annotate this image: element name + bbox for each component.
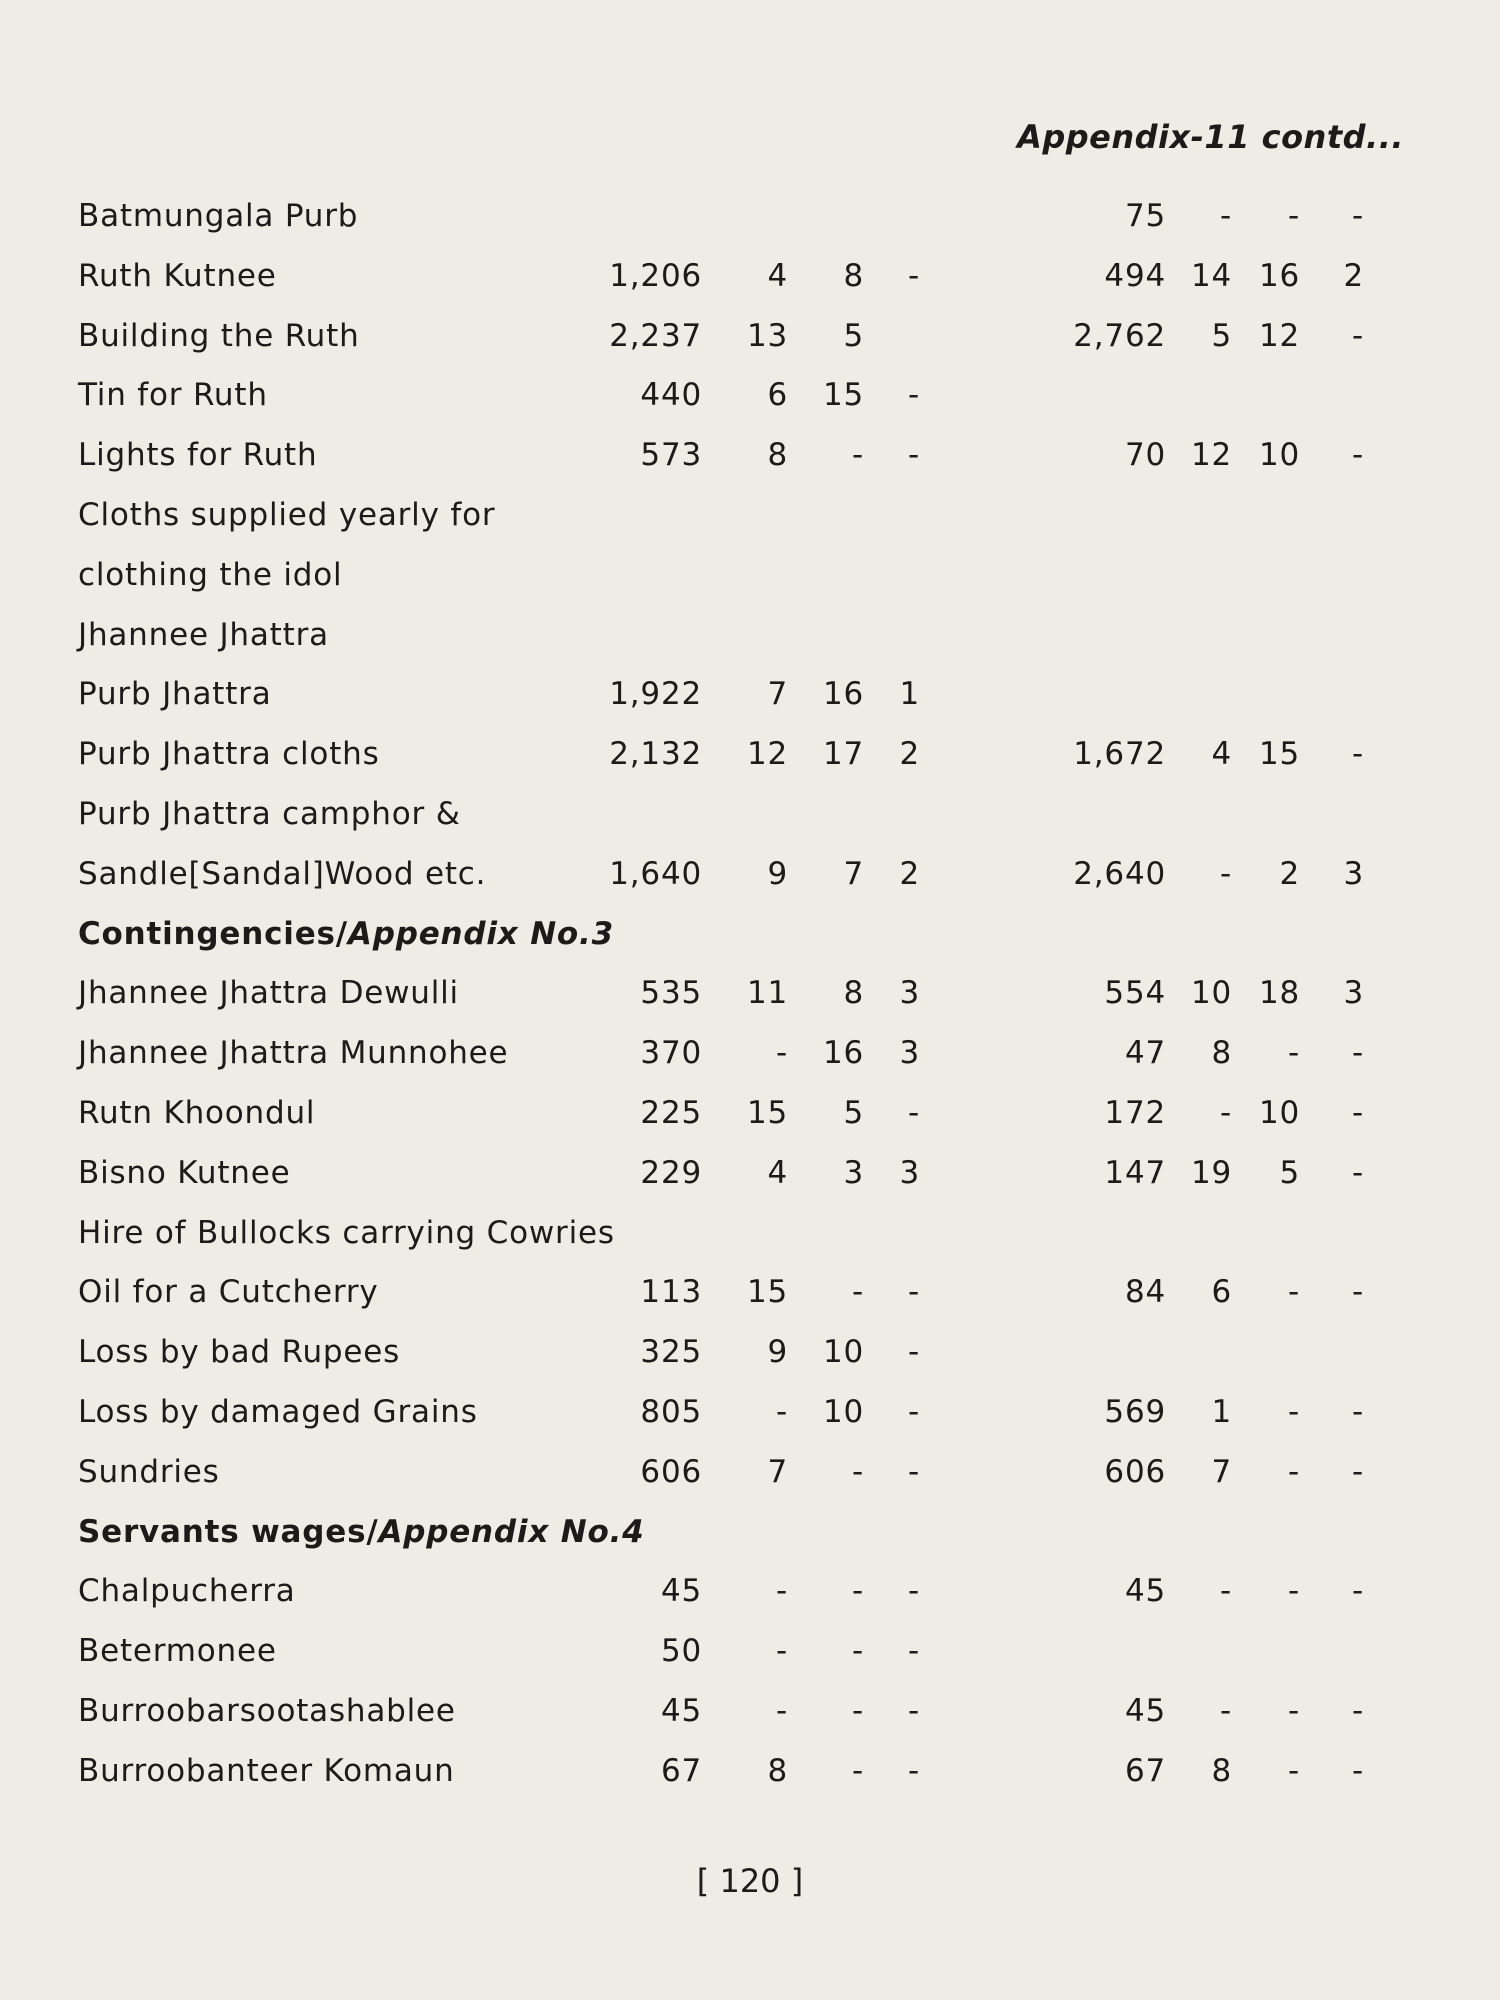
amount-cell: 3 [1343, 975, 1364, 1012]
amount-cell: 45 [660, 1693, 702, 1729]
amount-cell: 45 [1124, 1693, 1166, 1729]
row-label [78, 1095, 315, 1131]
row-label [78, 736, 380, 772]
amount-cell: - [908, 377, 920, 414]
row-label [78, 676, 272, 712]
row-label-text: Bisno Kutnee [78, 1154, 291, 1191]
row-label-text: Burroobarsootashablee [78, 1693, 456, 1729]
amount-cell: 11 [746, 975, 788, 1012]
amount-cell: 9 [767, 855, 788, 892]
row-label-text: Chalpucherra [78, 1573, 296, 1610]
ledger-row [0, 1633, 1500, 1693]
amount-cell: - [1288, 1453, 1300, 1490]
amount-cell: 554 [1104, 975, 1166, 1012]
amount-cell: - [1220, 198, 1232, 234]
ledger-row [0, 796, 1500, 856]
section-heading [78, 1514, 645, 1550]
amount-cell: - [908, 1752, 920, 1789]
amount-cell: 370 [640, 1035, 702, 1072]
ledger-row [0, 1095, 1500, 1155]
ledger-row [0, 1215, 1500, 1275]
amount-cell: 4 [1211, 736, 1232, 773]
amount-cell: 2 [1343, 257, 1364, 294]
amount-cell: - [908, 257, 920, 294]
row-label [78, 557, 342, 593]
amount-cell: 494 [1104, 257, 1166, 294]
amount-cell: 805 [640, 1394, 702, 1430]
amount-cell: 6 [1211, 1274, 1232, 1311]
row-label-text: Hire of Bullocks carrying Cowries [78, 1214, 615, 1251]
ledger-row [0, 1035, 1500, 1095]
amount-cell: 7 [767, 676, 788, 713]
amount-cell: 2,237 [609, 317, 702, 354]
ledger-row [0, 1394, 1500, 1454]
amount-cell: 2 [899, 855, 920, 892]
row-label [78, 1155, 290, 1191]
amount-cell: 9 [767, 1334, 788, 1371]
amount-cell: - [1352, 1573, 1364, 1610]
amount-cell: - [908, 1274, 920, 1311]
amount-cell: 3 [899, 1035, 920, 1072]
amount-cell: - [1352, 198, 1364, 234]
ledger-row [0, 1753, 1500, 1813]
amount-cell: 12 [1190, 437, 1232, 474]
row-label [78, 198, 358, 234]
amount-cell: 8 [1211, 1752, 1232, 1789]
amount-cell: - [1288, 1394, 1300, 1430]
amount-cell: 569 [1104, 1394, 1166, 1430]
amount-cell: 1,672 [1073, 736, 1166, 773]
amount-cell: 67 [1124, 1752, 1166, 1789]
row-label-text: Sandle[Sandal]Wood etc. [78, 855, 487, 892]
amount-cell: 10 [1258, 437, 1300, 474]
ledger-row [0, 1693, 1500, 1753]
row-label-text: Ruth Kutnee [78, 257, 277, 294]
row-label-text: Betermonee [78, 1633, 277, 1670]
row-label-text: clothing the idol [78, 556, 343, 593]
ledger-row [0, 318, 1500, 378]
section-heading-row [0, 1514, 1500, 1574]
row-label [78, 497, 495, 533]
amount-cell: 47 [1124, 1035, 1166, 1072]
appendix-reference: Appendix No.3 [347, 915, 614, 952]
amount-cell: 15 [746, 1095, 788, 1131]
ledger-row [0, 856, 1500, 916]
row-label [78, 1753, 455, 1789]
amount-cell: 8 [1211, 1035, 1232, 1072]
row-label-text: Loss by damaged Grains [78, 1394, 478, 1430]
amount-cell: - [852, 1633, 864, 1670]
page-number: [ 120 ] [696, 1862, 804, 1900]
section-heading-row [0, 916, 1500, 976]
amount-cell: - [908, 1453, 920, 1490]
ledger-row [0, 1454, 1500, 1514]
row-label [78, 1693, 456, 1729]
row-label-text: Rutn Khoondul [78, 1095, 316, 1131]
row-label [78, 1633, 277, 1669]
amount-cell: 2 [1279, 855, 1300, 892]
row-label [78, 617, 329, 653]
amount-cell: - [908, 1394, 920, 1430]
amount-cell: - [1352, 1752, 1364, 1789]
amount-cell: 3 [899, 975, 920, 1012]
row-label-text: Purb Jhattra [78, 676, 272, 713]
amount-cell: 18 [1258, 975, 1300, 1012]
row-label-text: Jhannee Jhattra Munnohee [78, 1035, 509, 1072]
amount-cell: 6 [767, 377, 788, 414]
amount-cell: - [908, 437, 920, 474]
amount-cell: - [1352, 1394, 1364, 1430]
amount-cell: 10 [822, 1394, 864, 1430]
ledger-row [0, 676, 1500, 736]
amount-cell: 7 [843, 855, 864, 892]
row-label-text: Purb Jhattra cloths [78, 736, 380, 773]
amount-cell: 2 [899, 736, 920, 773]
amount-cell: - [852, 1693, 864, 1729]
amount-cell: - [1352, 437, 1364, 474]
amount-cell: - [852, 1453, 864, 1490]
amount-cell: 4 [767, 257, 788, 294]
amount-cell: - [1220, 1573, 1232, 1610]
amount-cell: 5 [1211, 317, 1232, 354]
row-label [78, 258, 277, 294]
amount-cell: 15 [822, 377, 864, 414]
row-label-text: Burroobanteer Komaun [78, 1752, 455, 1789]
amount-cell: 7 [1211, 1453, 1232, 1490]
amount-cell: 2,762 [1073, 317, 1166, 354]
amount-cell: 7 [767, 1453, 788, 1490]
amount-cell: 1,206 [609, 257, 702, 294]
row-label [78, 377, 268, 413]
amount-cell: 14 [1190, 257, 1232, 294]
amount-cell: - [1220, 1693, 1232, 1729]
ledger-row [0, 1274, 1500, 1334]
amount-cell: - [908, 1334, 920, 1371]
amount-cell: - [1220, 1095, 1232, 1131]
row-label-text: Oil for a Cutcherry [78, 1274, 379, 1311]
amount-cell: - [1352, 1453, 1364, 1490]
amount-cell: - [1288, 1274, 1300, 1311]
amount-cell: 606 [640, 1453, 702, 1490]
appendix-reference: Appendix No.4 [378, 1513, 645, 1550]
amount-cell: 10 [1258, 1095, 1300, 1131]
row-label-text: Jhannee Jhattra Dewulli [78, 975, 459, 1012]
amount-cell: 19 [1190, 1154, 1232, 1191]
ledger-row [0, 258, 1500, 318]
amount-cell: - [776, 1035, 788, 1072]
amount-cell: - [908, 1095, 920, 1131]
row-label [78, 1035, 508, 1071]
row-label [78, 975, 459, 1011]
amount-cell: 325 [640, 1334, 702, 1371]
appendix-header: Appendix-11 contd... [1017, 118, 1404, 156]
amount-cell: - [1288, 1035, 1300, 1072]
amount-cell: - [1352, 1095, 1364, 1131]
amount-cell: - [1220, 855, 1232, 892]
amount-cell: 225 [640, 1095, 702, 1131]
row-label [78, 1394, 478, 1430]
row-label-text: Purb Jhattra camphor & [78, 796, 461, 832]
amount-cell: 16 [822, 676, 864, 713]
amount-cell: - [852, 1274, 864, 1311]
amount-cell: 3 [1343, 855, 1364, 892]
ledger-row [0, 1334, 1500, 1394]
row-label-text: Batmungala Purb [78, 198, 359, 234]
amount-cell: - [1352, 1693, 1364, 1729]
amount-cell: 3 [899, 1154, 920, 1191]
amount-cell: 10 [822, 1334, 864, 1371]
amount-cell: 8 [843, 975, 864, 1012]
amount-cell: 606 [1104, 1453, 1166, 1490]
amount-cell: 2,132 [609, 736, 702, 773]
amount-cell: 440 [640, 377, 702, 414]
amount-cell: 147 [1104, 1154, 1166, 1191]
amount-cell: 70 [1124, 437, 1166, 474]
ledger-row [0, 437, 1500, 497]
amount-cell: 172 [1104, 1095, 1166, 1131]
amount-cell: 10 [1190, 975, 1232, 1012]
amount-cell: - [908, 1633, 920, 1670]
row-label-text: Building the Ruth [78, 317, 360, 354]
ledger-row [0, 377, 1500, 437]
amount-cell: 5 [843, 1095, 864, 1131]
amount-cell: - [908, 1693, 920, 1729]
amount-cell: - [1288, 1573, 1300, 1610]
ledger-row [0, 198, 1500, 258]
amount-cell: 84 [1124, 1274, 1166, 1311]
amount-cell: 67 [660, 1752, 702, 1789]
ledger-row [0, 736, 1500, 796]
row-label [78, 318, 360, 354]
amount-cell: 8 [767, 1752, 788, 1789]
amount-cell: 15 [746, 1274, 788, 1311]
amount-cell: 535 [640, 975, 702, 1012]
amount-cell: - [776, 1693, 788, 1729]
row-label [78, 437, 317, 473]
amount-cell: 5 [1279, 1154, 1300, 1191]
row-label [78, 1573, 296, 1609]
row-label [78, 1274, 379, 1310]
amount-cell: 13 [746, 317, 788, 354]
row-label [78, 1454, 220, 1490]
amount-cell: - [1352, 317, 1364, 354]
row-label [78, 1215, 615, 1251]
amount-cell: - [852, 1573, 864, 1610]
amount-cell: 75 [1124, 198, 1166, 234]
amount-cell: 5 [843, 317, 864, 354]
amount-cell: - [1352, 1274, 1364, 1311]
section-heading [78, 916, 614, 952]
amount-cell: 2,640 [1073, 855, 1166, 892]
amount-cell: 1 [899, 676, 920, 713]
ledger-row [0, 557, 1500, 617]
amount-cell: 16 [822, 1035, 864, 1072]
amount-cell: 1 [1211, 1394, 1232, 1430]
row-label-text: Contingencies/ [78, 915, 348, 952]
amount-cell: 1,640 [609, 855, 702, 892]
row-label-text: Jhannee Jhattra [78, 616, 329, 653]
amount-cell: 12 [746, 736, 788, 773]
amount-cell: - [908, 1573, 920, 1610]
amount-cell: - [776, 1394, 788, 1430]
amount-cell: - [776, 1633, 788, 1670]
amount-cell: - [1352, 736, 1364, 773]
amount-cell: 229 [640, 1154, 702, 1191]
amount-cell: 12 [1258, 317, 1300, 354]
amount-cell: - [1288, 1693, 1300, 1729]
row-label-text: Cloths supplied yearly for [78, 497, 496, 533]
row-label-text: Lights for Ruth [78, 437, 318, 474]
amount-cell: 4 [767, 1154, 788, 1191]
amount-cell: 8 [843, 257, 864, 294]
row-label-text: Tin for Ruth [78, 377, 268, 414]
amount-cell: - [852, 437, 864, 474]
amount-cell: 573 [640, 437, 702, 474]
amount-cell: 50 [660, 1633, 702, 1670]
ledger-row [0, 975, 1500, 1035]
ledger-row [0, 497, 1500, 557]
ledger-row [0, 1155, 1500, 1215]
amount-cell: 8 [767, 437, 788, 474]
amount-cell: 45 [660, 1573, 702, 1610]
amount-cell: 15 [1258, 736, 1300, 773]
amount-cell: 16 [1258, 257, 1300, 294]
ledger-row [0, 1573, 1500, 1633]
row-label [78, 856, 486, 892]
amount-cell: - [1288, 198, 1300, 234]
ledger-row [0, 617, 1500, 677]
amount-cell: - [852, 1752, 864, 1789]
row-label-text: Loss by bad Rupees [78, 1334, 401, 1371]
amount-cell: 113 [640, 1274, 702, 1311]
amount-cell: - [1352, 1035, 1364, 1072]
row-label [78, 1334, 400, 1370]
amount-cell: - [1288, 1752, 1300, 1789]
amount-cell: 45 [1124, 1573, 1166, 1610]
amount-cell: 3 [843, 1154, 864, 1191]
amount-cell: 1,922 [609, 676, 702, 713]
row-label-text: Servants wages/ [78, 1513, 379, 1550]
amount-cell: - [1352, 1154, 1364, 1191]
row-label [78, 796, 461, 832]
row-label-text: Sundries [78, 1453, 220, 1490]
amount-cell: 17 [822, 736, 864, 773]
amount-cell: - [776, 1573, 788, 1610]
